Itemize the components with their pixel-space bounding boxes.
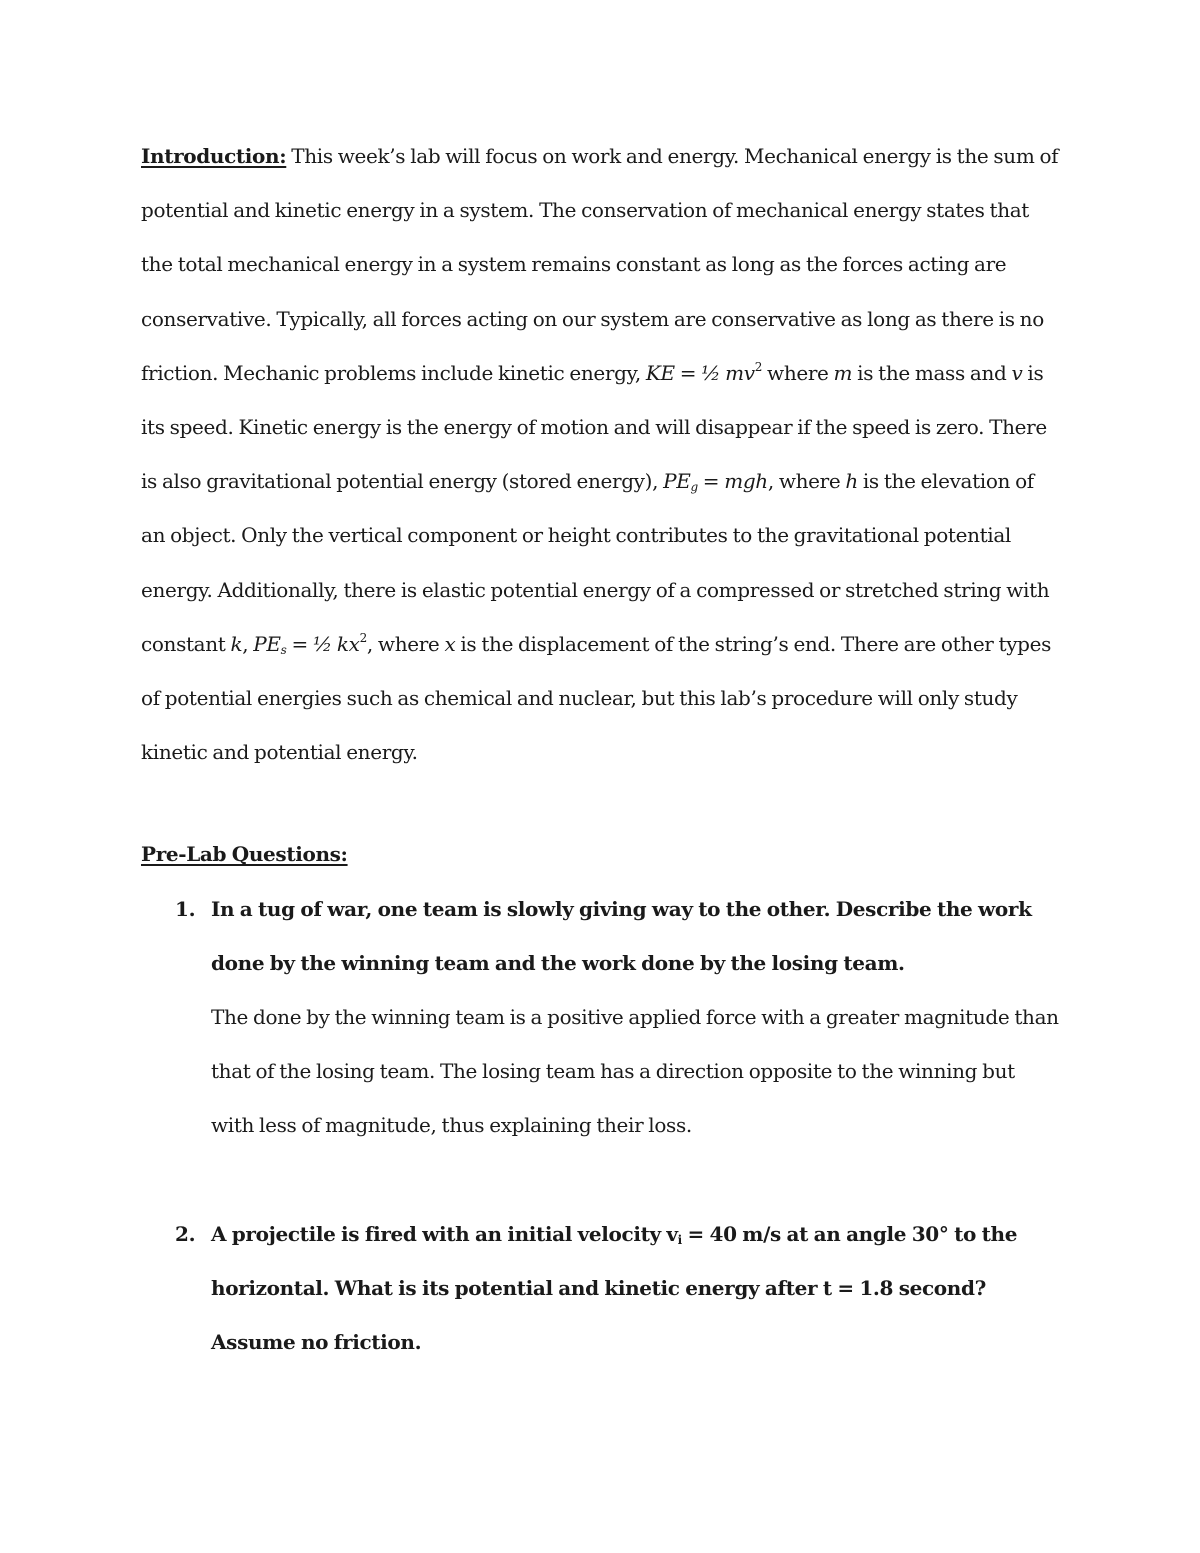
question-item bbox=[141, 1207, 1059, 1370]
intro-text: is the elevation of an object. Only the vertical component or height contributes to the gravitational potential energy. Additionally, there is elastic potential energy of a compressed or stretched string with constant bbox=[141, 469, 1050, 656]
prelab-heading-line bbox=[141, 827, 1059, 881]
height-symbol: h bbox=[845, 469, 858, 494]
question-text: In a tug of war, one team is slowly giving way to the other. Describe the work done by the winning team and the work done by the losing team. bbox=[211, 896, 1032, 975]
introduction-heading: Introduction: bbox=[141, 144, 287, 168]
elastic-pe-formula: = ½ kx bbox=[286, 631, 360, 656]
prelab-questions-list bbox=[141, 882, 1059, 1370]
gravitational-pe-subscript: g bbox=[690, 480, 698, 495]
kinetic-energy-formula: KE = ½ mv bbox=[645, 360, 755, 385]
question-number: 1. bbox=[175, 896, 196, 921]
spring-constant-symbol: k bbox=[230, 631, 243, 656]
gravitational-pe-symbol: PE bbox=[663, 469, 691, 494]
intro-text: where bbox=[762, 360, 834, 385]
mass-symbol: m bbox=[833, 360, 853, 385]
intro-text: is its speed. Kinetic energy is the energy of motion and will disappear if the speed is zero. There is also gravitational potential energy (stored energy), bbox=[141, 360, 1047, 494]
question-text-part: = 40 m/s at an angle 30° to the horizontal. What is its potential and kinetic energy after t = 1.8 second? Assume no friction. bbox=[211, 1221, 1018, 1355]
speed-symbol: v bbox=[1011, 360, 1023, 385]
intro-text: This week’s lab will focus on work and energy. Mechanical energy is the sum of potential and kinetic energy in a system. The conservation of mechanical energy states that the total mechanical energy in a system remains constant as long as the forces acting are conservative. Typically, all forces acting on our system are conservative as long as there is no friction. Mechanic problems include kinetic energy, bbox=[141, 144, 1059, 385]
intro-text: , where bbox=[767, 469, 846, 494]
velocity-subscript: i bbox=[677, 1232, 682, 1247]
displacement-symbol: x bbox=[444, 631, 456, 656]
question-number: 2. bbox=[175, 1221, 196, 1246]
kinetic-energy-exponent: 2 bbox=[754, 359, 763, 374]
intro-text: is the mass and bbox=[852, 360, 1012, 385]
elastic-pe-subscript: s bbox=[280, 642, 287, 657]
question-text-part: A projectile is fired with an initial velocity v bbox=[211, 1221, 678, 1246]
document-page bbox=[141, 129, 1059, 1369]
question-item bbox=[141, 882, 1059, 1153]
introduction-paragraph bbox=[141, 129, 1059, 779]
gravitational-pe-formula: = mgh bbox=[697, 469, 768, 494]
intro-text: is the displacement of the string’s end. There are other types of potential energies such as chemical and nuclear, but this lab’s procedure will only study kinetic and potential energy. bbox=[141, 631, 1052, 765]
question-answer: The done by the winning team is a positive applied force with a greater magnitude than that of the losing team. The losing team has a direction opposite to the winning but with less of magnitude, thus explaining their loss. bbox=[211, 1005, 1059, 1138]
elastic-pe-exponent: 2 bbox=[359, 630, 367, 645]
question-text bbox=[211, 1222, 1017, 1354]
intro-text: , bbox=[242, 631, 254, 656]
elastic-pe-symbol: PE bbox=[253, 631, 281, 656]
prelab-heading: Pre-Lab Questions: bbox=[141, 842, 348, 867]
intro-text: , where bbox=[366, 631, 445, 656]
